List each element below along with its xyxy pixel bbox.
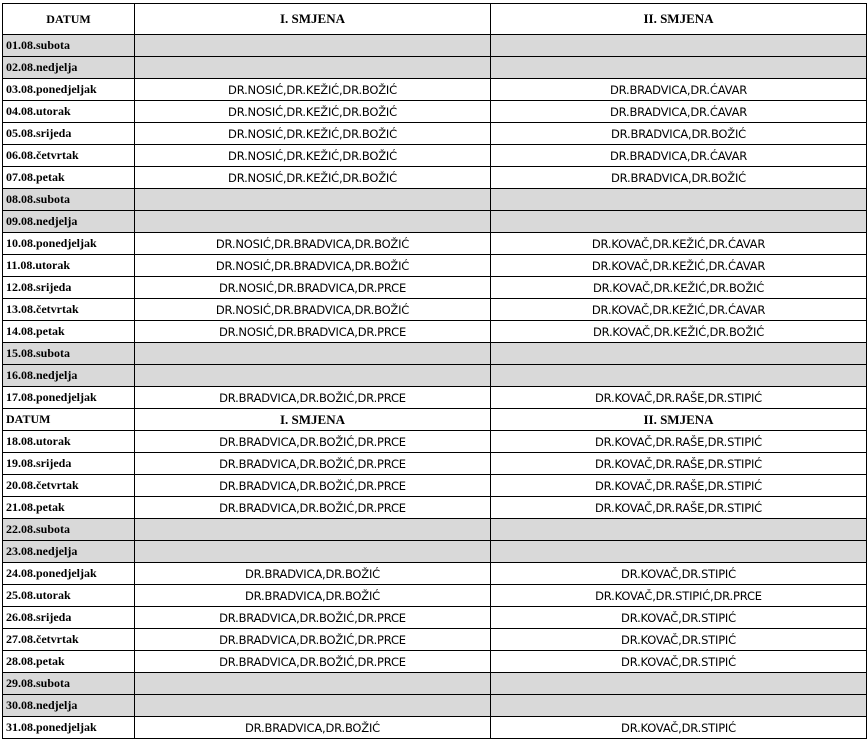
- date-cell: 31.08.ponedjeljak: [3, 717, 135, 739]
- shift-1-cell: [135, 211, 491, 233]
- shift-2-cell: DR.BRADVICA,DR.ĆAVAR: [491, 101, 867, 123]
- shift-1-cell: DR.BRADVICA,DR.BOŽIĆ: [135, 563, 491, 585]
- shift-2-cell: [491, 211, 867, 233]
- date-cell: 06.08.četvrtak: [3, 145, 135, 167]
- shift-1-cell: [135, 695, 491, 717]
- day-row: [3, 629, 867, 651]
- day-row: [3, 255, 867, 277]
- shift-1-cell: [135, 35, 491, 57]
- date-cell: 13.08.četvrtak: [3, 299, 135, 321]
- shift-2-cell: [491, 673, 867, 695]
- shift-2-cell: DR.KOVAČ,DR.RAŠE,DR.STIPIĆ: [491, 453, 867, 475]
- day-row: [3, 233, 867, 255]
- day-row: [3, 497, 867, 519]
- shift-1-cell: DR.BRADVICA,DR.BOŽIĆ,DR.PRCE: [135, 387, 491, 409]
- shift-2-cell: [491, 343, 867, 365]
- shift-1-cell: DR.NOSIĆ,DR.KEŽIĆ,DR.BOŽIĆ: [135, 145, 491, 167]
- shift-2-cell: DR.KOVAČ,DR.RAŠE,DR.STIPIĆ: [491, 497, 867, 519]
- shift-2-cell: DR.BRADVICA,DR.BOŽIĆ: [491, 123, 867, 145]
- schedule-table: [2, 3, 867, 739]
- day-row: [3, 563, 867, 585]
- shift-1-cell: DR.BRADVICA,DR.BOŽIĆ,DR.PRCE: [135, 475, 491, 497]
- date-cell: 11.08.utorak: [3, 255, 135, 277]
- shift-2-cell: DR.KOVAČ,DR.STIPIĆ: [491, 717, 867, 739]
- shift-1-cell: [135, 189, 491, 211]
- weekend-row: [3, 695, 867, 717]
- header-shift-1: I. SMJENA: [135, 4, 491, 35]
- shift-1-cell: DR.NOSIĆ,DR.KEŽIĆ,DR.BOŽIĆ: [135, 123, 491, 145]
- date-cell: 08.08.subota: [3, 189, 135, 211]
- date-cell: 17.08.ponedjeljak: [3, 387, 135, 409]
- shift-1-cell: DR.NOSIĆ,DR.BRADVICA,DR.BOŽIĆ: [135, 233, 491, 255]
- shift-1-cell: DR.NOSIĆ,DR.KEŽIĆ,DR.BOŽIĆ: [135, 167, 491, 189]
- shift-2-cell: DR.KOVAČ,DR.RAŠE,DR.STIPIĆ: [491, 475, 867, 497]
- weekend-row: [3, 519, 867, 541]
- date-cell: 12.08.srijeda: [3, 277, 135, 299]
- day-row: [3, 145, 867, 167]
- date-cell: 26.08.srijeda: [3, 607, 135, 629]
- date-cell: 24.08.ponedjeljak: [3, 563, 135, 585]
- date-cell: 02.08.nedjelja: [3, 57, 135, 79]
- header-date: DATUM: [3, 4, 135, 35]
- shift-1-cell: DR.NOSIĆ,DR.BRADVICA,DR.PRCE: [135, 277, 491, 299]
- date-cell: 09.08.nedjelja: [3, 211, 135, 233]
- shift-1-cell: [135, 519, 491, 541]
- date-cell: 30.08.nedjelja: [3, 695, 135, 717]
- day-row: [3, 453, 867, 475]
- day-row: [3, 717, 867, 739]
- shift-1-cell: [135, 57, 491, 79]
- shift-1-cell: DR.NOSIĆ,DR.KEŽIĆ,DR.BOŽIĆ: [135, 101, 491, 123]
- shift-2-cell: DR.KOVAČ,DR.STIPIĆ: [491, 651, 867, 673]
- weekend-row: [3, 365, 867, 387]
- shift-1-cell: DR.BRADVICA,DR.BOŽIĆ: [135, 717, 491, 739]
- weekend-row: [3, 541, 867, 563]
- weekend-row: [3, 673, 867, 695]
- shift-1-cell: DR.NOSIĆ,DR.BRADVICA,DR.BOŽIĆ: [135, 255, 491, 277]
- shift-1-cell: DR.NOSIĆ,DR.BRADVICA,DR.PRCE: [135, 321, 491, 343]
- date-cell: 29.08.subota: [3, 673, 135, 695]
- shift-2-cell: DR.BRADVICA,DR.ĆAVAR: [491, 79, 867, 101]
- date-cell: 07.08.petak: [3, 167, 135, 189]
- weekend-row: [3, 343, 867, 365]
- shift-1-cell: DR.BRADVICA,DR.BOŽIĆ,DR.PRCE: [135, 453, 491, 475]
- date-cell: 01.08.subota: [3, 35, 135, 57]
- weekend-row: [3, 211, 867, 233]
- shift-2-cell: [491, 695, 867, 717]
- date-cell: 04.08.utorak: [3, 101, 135, 123]
- shift-1-cell: [135, 541, 491, 563]
- shift-1-cell: I. SMJENA: [135, 409, 491, 431]
- day-row: [3, 167, 867, 189]
- day-row: [3, 651, 867, 673]
- date-cell: 28.08.petak: [3, 651, 135, 673]
- weekend-row: [3, 35, 867, 57]
- shift-1-cell: [135, 343, 491, 365]
- shift-2-cell: [491, 519, 867, 541]
- shift-2-cell: [491, 541, 867, 563]
- shift-2-cell: DR.KOVAČ,DR.KEŽIĆ,DR.BOŽIĆ: [491, 277, 867, 299]
- shift-1-cell: DR.BRADVICA,DR.BOŽIĆ,DR.PRCE: [135, 629, 491, 651]
- shift-2-cell: [491, 189, 867, 211]
- date-cell: 23.08.nedjelja: [3, 541, 135, 563]
- date-cell: DATUM: [3, 409, 135, 431]
- day-row: [3, 585, 867, 607]
- date-cell: 27.08.četvrtak: [3, 629, 135, 651]
- shift-1-cell: DR.NOSIĆ,DR.KEŽIĆ,DR.BOŽIĆ: [135, 79, 491, 101]
- shift-2-cell: II. SMJENA: [491, 409, 867, 431]
- date-cell: 16.08.nedjelja: [3, 365, 135, 387]
- weekend-row: [3, 189, 867, 211]
- shift-2-cell: DR.KOVAČ,DR.KEŽIĆ,DR.ĆAVAR: [491, 255, 867, 277]
- shift-2-cell: DR.KOVAČ,DR.RAŠE,DR.STIPIĆ: [491, 431, 867, 453]
- schedule-body: [3, 35, 867, 739]
- shift-1-cell: DR.BRADVICA,DR.BOŽIĆ,DR.PRCE: [135, 651, 491, 673]
- shift-1-cell: [135, 365, 491, 387]
- date-cell: 15.08.subota: [3, 343, 135, 365]
- shift-2-cell: DR.KOVAČ,DR.KEŽIĆ,DR.ĆAVAR: [491, 299, 867, 321]
- header-row: [3, 4, 867, 35]
- day-row: [3, 321, 867, 343]
- date-cell: 10.08.ponedjeljak: [3, 233, 135, 255]
- weekend-row: [3, 57, 867, 79]
- shift-1-cell: DR.BRADVICA,DR.BOŽIĆ,DR.PRCE: [135, 607, 491, 629]
- date-cell: 05.08.srijeda: [3, 123, 135, 145]
- day-row: [3, 475, 867, 497]
- shift-2-cell: [491, 57, 867, 79]
- day-row: [3, 277, 867, 299]
- shift-2-cell: DR.KOVAČ,DR.STIPIĆ: [491, 607, 867, 629]
- shift-2-cell: [491, 35, 867, 57]
- repeated-header-row: [3, 409, 867, 431]
- day-row: [3, 387, 867, 409]
- shift-1-cell: DR.BRADVICA,DR.BOŽIĆ: [135, 585, 491, 607]
- shift-2-cell: DR.KOVAČ,DR.KEŽIĆ,DR.BOŽIĆ: [491, 321, 867, 343]
- shift-2-cell: DR.KOVAČ,DR.RAŠE,DR.STIPIĆ: [491, 387, 867, 409]
- date-cell: 19.08.srijeda: [3, 453, 135, 475]
- date-cell: 20.08.četvrtak: [3, 475, 135, 497]
- day-row: [3, 607, 867, 629]
- shift-2-cell: DR.KOVAČ,DR.STIPIĆ,DR.PRCE: [491, 585, 867, 607]
- shift-2-cell: DR.BRADVICA,DR.ĆAVAR: [491, 145, 867, 167]
- date-cell: 18.08.utorak: [3, 431, 135, 453]
- shift-2-cell: [491, 365, 867, 387]
- shift-2-cell: DR.KOVAČ,DR.KEŽIĆ,DR.ĆAVAR: [491, 233, 867, 255]
- day-row: [3, 431, 867, 453]
- shift-1-cell: DR.BRADVICA,DR.BOŽIĆ,DR.PRCE: [135, 497, 491, 519]
- shift-1-cell: DR.BRADVICA,DR.BOŽIĆ,DR.PRCE: [135, 431, 491, 453]
- shift-1-cell: [135, 673, 491, 695]
- shift-1-cell: DR.NOSIĆ,DR.BRADVICA,DR.BOŽIĆ: [135, 299, 491, 321]
- day-row: [3, 101, 867, 123]
- day-row: [3, 299, 867, 321]
- header-shift-2: II. SMJENA: [491, 4, 867, 35]
- shift-2-cell: DR.KOVAČ,DR.STIPIĆ: [491, 629, 867, 651]
- day-row: [3, 79, 867, 101]
- shift-2-cell: DR.BRADVICA,DR.BOŽIĆ: [491, 167, 867, 189]
- date-cell: 22.08.subota: [3, 519, 135, 541]
- date-cell: 03.08.ponedjeljak: [3, 79, 135, 101]
- date-cell: 14.08.petak: [3, 321, 135, 343]
- day-row: [3, 123, 867, 145]
- date-cell: 21.08.petak: [3, 497, 135, 519]
- shift-2-cell: DR.KOVAČ,DR.STIPIĆ: [491, 563, 867, 585]
- date-cell: 25.08.utorak: [3, 585, 135, 607]
